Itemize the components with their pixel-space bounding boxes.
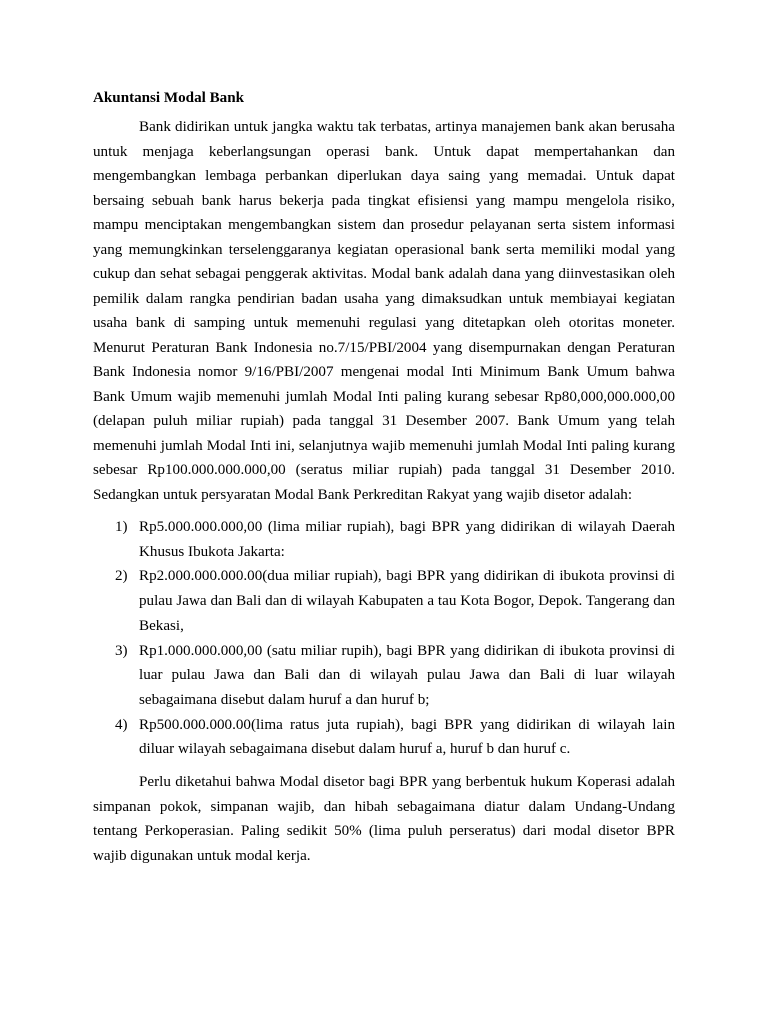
- list-item: [93, 564, 675, 638]
- list-item-text: Rp5.000.000.000,00 (lima miliar rupiah), bagi BPR yang didirikan di wilayah Daerah Khusus Ibukota Jakarta:: [139, 519, 675, 560]
- list-item: [93, 515, 675, 564]
- paragraph-intro: Bank didirikan untuk jangka waktu tak terbatas, artinya manajemen bank akan berusaha untuk menjaga keberlangsungan operasi bank. Untuk dapat mempertahankan dan mengembangkan lembaga perbankan diperlukan daya saing yang memadai. Untuk dapat bersaing sebuah bank harus bekerja pada tingkat efisiensi yang mampu mengelola risiko, mampu menciptakan mengembangkan sistem dan prosedur pelayanan serta sistem informasi yang memungkinkan terselenggaranya kegiatan operasional bank serta memiliki modal yang cukup dan sehat sebagai penggerak aktivitas. Modal bank adalah dana yang diinvestasikan oleh pemilik dalam rangka pendirian badan usaha yang dimaksudkan untuk membiayai kegiatan usaha bank di samping untuk memenuhi regulasi yang ditetapkan oleh otoritas moneter. Menurut Peraturan Bank Indonesia no.7/15/PBI/2004 yang disempurnakan dengan Peraturan Bank Indonesia nomor 9/16/PBI/2007 mengenai modal Inti Minimum Bank Umum bahwa Bank Umum wajib memenuhi jumlah Modal Inti paling kurang sebesar Rp80,000,000.000,00 (delapan puluh miliar rupiah) pada tanggal 31 Desember 2007. Bank Umum yang telah memenuhi jumlah Modal Inti ini, selanjutnya wajib memenuhi jumlah Modal Inti paling kurang sebesar Rp100.000.000.000,00 (seratus miliar rupiah) pada tanggal 31 Desember 2010. Sedangkan untuk persyaratan Modal Bank Perkreditan Rakyat yang wajib disetor adalah:: [93, 119, 675, 503]
- requirements-list: [93, 515, 675, 762]
- list-item-number: 2): [115, 568, 128, 585]
- list-item: [93, 639, 675, 713]
- list-item-text: Rp2.000.000.000.00(dua miliar rupiah), bagi BPR yang didirikan di ibukota provinsi di pulau Jawa dan Bali dan di wilayah Kabupaten a tau Kota Bogor, Depok. Tangerang dan Bekasi,: [139, 568, 675, 634]
- list-item-text: Rp500.000.000.00(lima ratus juta rupiah), bagi BPR yang didirikan di wilayah lain diluar wilayah sebagaimana disebut dalam huruf a, huruf b dan huruf c.: [139, 716, 675, 758]
- list-item-number: 4): [115, 716, 128, 733]
- list-item-text: Rp1.000.000.000,00 (satu miliar rupih), bagi BPR yang didirikan di ibukota provinsi di luar pulau Jawa dan Bali dan di wilayah pulau Jawa dan Bali di luar wilayah sebagaimana disebut dalam huruf a dan huruf b;: [139, 642, 675, 708]
- document-body: [93, 84, 675, 868]
- document-title: Akuntansi Modal Bank: [93, 90, 244, 106]
- paragraph-koperasi: Perlu diketahui bahwa Modal disetor bagi BPR yang berbentuk hukum Koperasi adalah simpanan pokok, simpanan wajib, dan hibah sebagaimana diatur dalam Undang-Undang tentang Perkoperasian. Paling sedikit 50% (lima puluh perseratus) dari modal disetor BPR wajib digunakan untuk modal kerja.: [93, 774, 675, 864]
- list-item: [93, 713, 675, 762]
- list-item-number: 1): [115, 519, 128, 535]
- list-item-number: 3): [115, 642, 128, 659]
